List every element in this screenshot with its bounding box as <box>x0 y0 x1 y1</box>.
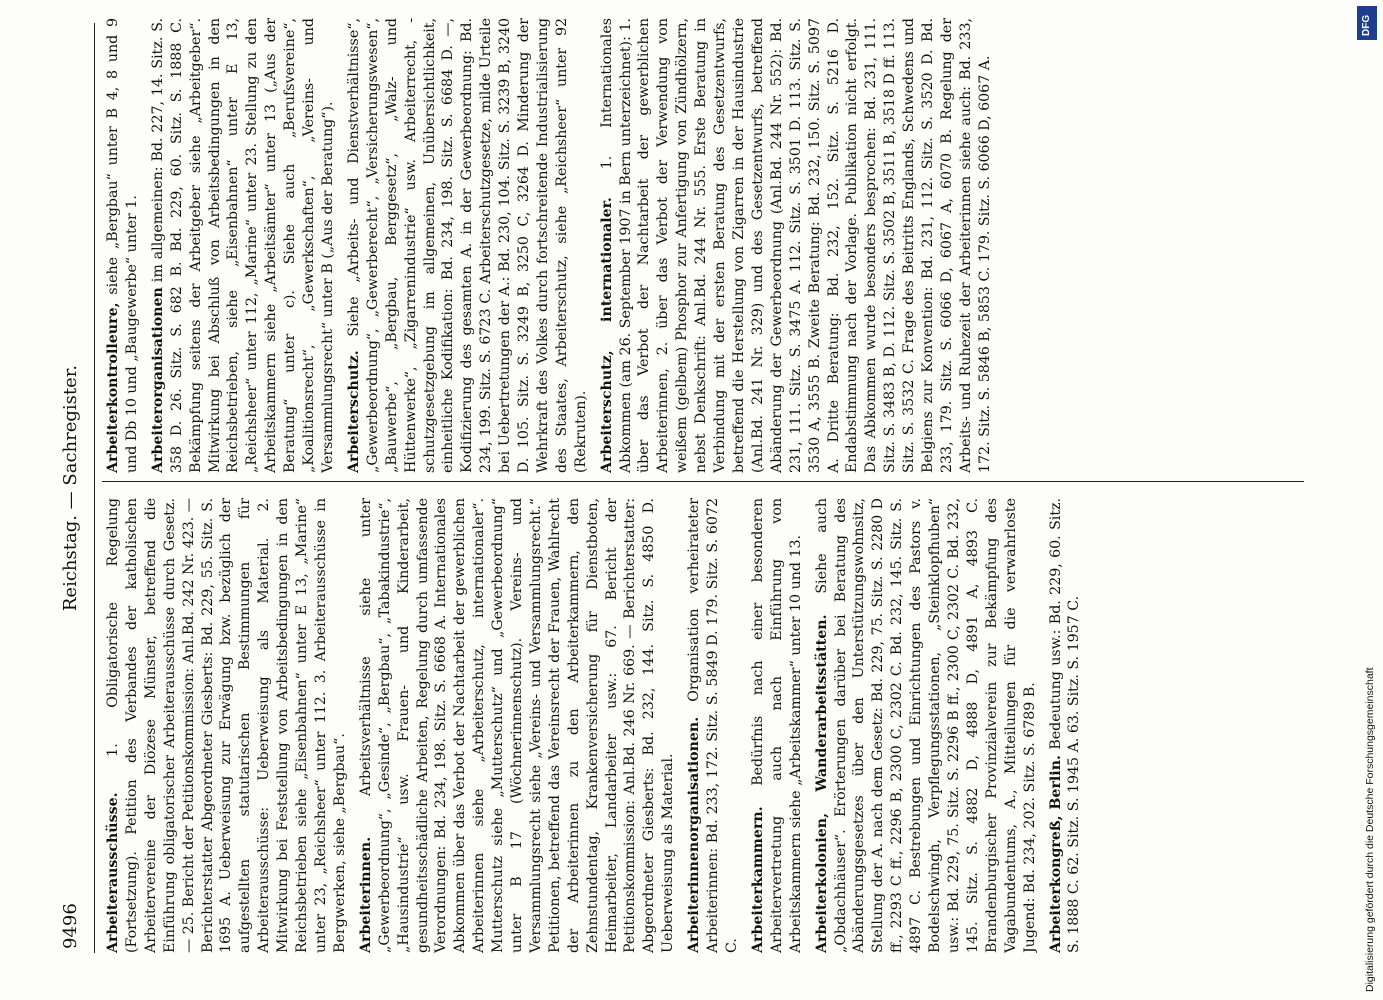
entry-heading: Arbeiterkolonien, Wanderarbeitsstätten. <box>813 614 830 953</box>
dfg-logo <box>1357 6 1377 40</box>
register-entry <box>104 18 142 473</box>
entry-text: Bedürfnis nach einer besonderen Arbeitervertretung auch nach Einführung von Arbeitskammern siehe „Arbeitskammer“ unter 10 und 13. <box>749 498 804 953</box>
register-entry <box>357 498 678 953</box>
running-title: Reichstag. — Sachregister. <box>60 364 81 612</box>
left-column <box>104 498 1304 953</box>
entry-text: Organisation verheirateter Arbeiterinnen: Bd. 233, 172. Sitz. S. 5849 D. 179. Sitz. S. 6072 C. <box>686 498 740 953</box>
margin-note-text: Digitalisierung gefördert durch die Deutsche Forschungsgemeinschaft <box>1364 667 1376 992</box>
entry-text: Siehe „Arbeits- und Dienstverhältnisse“, „Gewerbeordnung“, „Gewerberecht“, „Versicherungswesen“, „Bauwerbe“, „Bergbau, Berggesetz“, „Walz- und Hüttenwerke“, „Zigarrenindustrie“ usw. Arbeiterrecht, -schutzgesetzgebung im allgemeinen, Unübersichtlichkeit, einheitliche Kodifikation: Bd. 234, 198. Sitz. S. 6684 D. —, Kodifizierung des gesamten A. in der Gewerbeordnung: Bd. 234, 199. Sitz. S. 6723 C. Arbeiterschutzgesetze, milde Urteile bei Uebertretungen der A.: Bd. 230, 104. Sitz. S. 3239 B, 3240 D. 105. Sitz. S. 3249 B, 3250 C, 3264 D. Minderung der Wehrkraft des Volkes durch fortschreitende Industrialisierung des Staates, Arbeiterschutz, siehe „Reichsheer“ unter 92 (Rekruten). <box>345 18 589 473</box>
header-rule <box>94 23 95 953</box>
entry-heading: Arbeiterschutz, internationaler. <box>598 197 615 473</box>
register-entry <box>345 18 591 473</box>
rotated-page-content <box>58 18 1313 953</box>
register-entry <box>1047 498 1085 953</box>
running-header <box>58 23 98 953</box>
page-number: 9496 <box>60 903 81 949</box>
entry-heading: Arbeiterkongreß, Berlin. <box>1047 755 1064 953</box>
register-entry <box>104 498 350 953</box>
entry-text: 1. Obligatorische Regelung (Fortsetzung). Petition des Verbandes der katholischen Arbeitervereine der Diözese Münster, betreffend die Einführung obligatorischer Arbeiterausschüsse durch Gesetz. — 25. Bericht der Petitionskommission: Anl.Bd. 242 Nr. 423. — Berichterstatter Abgeordneter Giesberts: Bd. 229, 55. Sitz. S. 1695 A. Ueberweisung zur Erwägung bzw. bezüglich der aufgestellten statutarischen Bestimmungen für Arbeiterausschüsse: Ueberweisung als Material. 2. Mitwirkung bei Feststellung von Arbeitsbedingungen in den Reichsbetrieben siehe „Eisenbahnen“ unter E 13, „Marine“ unter 23, „Reichsheer“ unter 112. 3. Arbeiterausschüsse in Bergwerken, siehe „Bergbau“. <box>105 498 348 953</box>
margin-note <box>1347 8 1376 992</box>
dfg-logo-text: DFG <box>1361 14 1372 36</box>
register-entry <box>685 498 742 953</box>
entry-text: siehe „Bergbau“ unter B 4, 8 und 9 und Db 10 und „Baugewerbe“ unter 1. <box>105 18 140 473</box>
entry-heading: Arbeiterschutz. <box>345 350 362 473</box>
entry-heading: Arbeiterkontrolleure, <box>105 302 121 473</box>
register-entry <box>149 18 338 473</box>
entry-heading: Arbeiterinnenorganisationen. <box>686 716 703 953</box>
entry-text: Siehe auch „Obdachhäuser“. Erörterungen darüber bei Beratung des Abänderungsgesetzes über den Unterstützungswohnsitz, Stellung der A. nach dem Gesetz: Bd. 229, 75. Sitz. S. 2280 D ff., 2293 C ff., 2296 B, 2300 C, 2302 C. Bd. 232, 145. Sitz. S. 4897 C. Bestrebungen und Einrichtungen des Pastors v. Bodelschwingh, Verpflegungsstationen, „Steinklopfhuben“ usw.: Bd. 229, 75. Sitz. S. 2296 B ff., 2300 C, 2302 C. Bd. 232, 145. Sitz. S. 4882 D, 4888 D, 4891 A, 4893 C. Brandenburgischer Provinzialverein zur Bekämpfung des Vagabundentums, A., Mitteilungen für die verwahrloste Jugend: Bd. 234, 202. Sitz. S. 6789 B. <box>813 498 1038 953</box>
entry-text: 1. Internationales Abkommen (am 26. September 1907 in Bern unterzeichnet): 1. über das Verbot der Nachtarbeit der gewerblichen Arbeiterinnen, 2. über das Verbot der Verwendung von weißem (gelbem) Phosphor zur Anfertigung von Zündhölzern, nebst Denkschrift: Anl.Bd. 244 Nr. 555. Erste Beratung in Verbindung mit der ersten Beratung des Gesetzentwurfs, betreffend die Herstellung von Zigarren in der Hausindustrie (Anl.Bd. 241 Nr. 329) und des Gesetzentwurfs, betreffend Abänderung der Gewerbeordnung (Anl.Bd. 244 Nr. 552): Bd. 231, 111. Sitz. S. 3475 A. 112. Sitz. S. 3501 D. 113. Sitz. S. 3530 A, 3555 B. Zweite Beratung: Bd. 232, 150. Sitz. S. 5097 A. Dritte Beratung: Bd. 232, 152. Sitz. S. 5216 D. Endabstimmung nach der Vorlage. Publikation nicht erfolgt. Das Abkommen wurde besonders besprochen: Bd. 231, 111. Sitz. S. 3483 B, D. 112. Sitz. S. 3502 B, 3511 B, 3518 D ff. 113. Sitz. S. 3532 C. Frage des Beitritts Englands, Schwedens und Belgiens zur Konvention: Bd. 231, 112. Sitz. S. 3520 D. Bd. 233, 179. Sitz. S. 6066 D, 6067 A, 6070 B. Regelung der Arbeits- und Ruhezeit der Arbeiterinnen siehe auch: Bd. 233, 172. Sitz. S. 5846 B, 5853 C. 179. Sitz. S. 6066 D, 6067 A. <box>598 18 993 473</box>
entry-text: Arbeitsverhältnisse siehe unter „Gewerbeordnung“, „Gesinde“, „Bergbau“, „Tabakindustrie“, „Hausindustrie“ usw. Frauen- und Kinderarbeit, gesundheitsschädliche Arbeiten, Regelung durch umfassende Verordnungen: Bd. 234, 198. Sitz. S. 6668 A. Internationales Abkommen über das Verbot der Nachtarbeit der gewerblichen Arbeiterinnen siehe „Arbeiterschutz, internationaler“. Mutterschutz siehe „Mutterschutz“ und „Gewerbeordnung“ unter B 17 (Wöchnerinnenschutz). Vereins- und Versammlungsrecht siehe „Vereins- und Versammlungsrecht.“ Petitionen, betreffend das Vereinsrecht der Frauen, Wahlrecht der Arbeiterinnen zu den Arbeiterkammern, den Zehnstundentag, Krankenversicherung für Dienstboten, Heimarbeiter, Landarbeiter usw.: 67. Bericht der Petitionskommission: Anl.Bd. 246 Nr. 669. — Berichterstatter: Abgeordneter Giesberts: Bd. 232, 144. Sitz. S. 4850 D. Ueberweisung als Material. <box>357 498 677 953</box>
entry-heading: Arbeiterkammern. <box>749 806 766 953</box>
register-entry <box>749 498 806 953</box>
entry-heading: Arbeiterinnen. <box>357 836 374 953</box>
register-entry <box>598 18 995 473</box>
entry-heading: Arbeiterorganisationen <box>149 287 166 473</box>
right-column <box>104 18 1304 473</box>
entry-text: im allgemeinen: Bd. 227, 14. Sitz. S. 358 D. 26. Sitz. S. 682 B. Bd. 229, 60. Sitz. S. 1888 C. Bekämpfung seitens der Arbeitgeber siehe „Arbeitgeber“. Mitwirkung bei Abschluß von Arbeitsbedingungen in den Reichsbetrieben, siehe „Eisenbahnen“ unter E 13, „Reichsheer“ unter 112, „Marine“ unter 23. Stellung zu den Arbeitskammern siehe „Arbeitsämter“ unter 13 („Aus der Beratung“ unter c). Siehe auch „Berufsvereine“, „Koalitionsrecht“, „Gewerkschaften“, „Vereins- und Versammlungsrecht“ unter B („Aus der Beratung“). <box>149 18 336 473</box>
entry-heading: Arbeiterausschüsse. <box>105 792 121 953</box>
column-divider <box>102 481 1304 482</box>
entry-text: Bedeutung usw.: Bd. 229, 60. Sitz. S. 1888 C. 62. Sitz. S. 1945 A. 63. Sitz. S. 1957 C. <box>1047 498 1083 953</box>
register-entry <box>813 498 1040 953</box>
